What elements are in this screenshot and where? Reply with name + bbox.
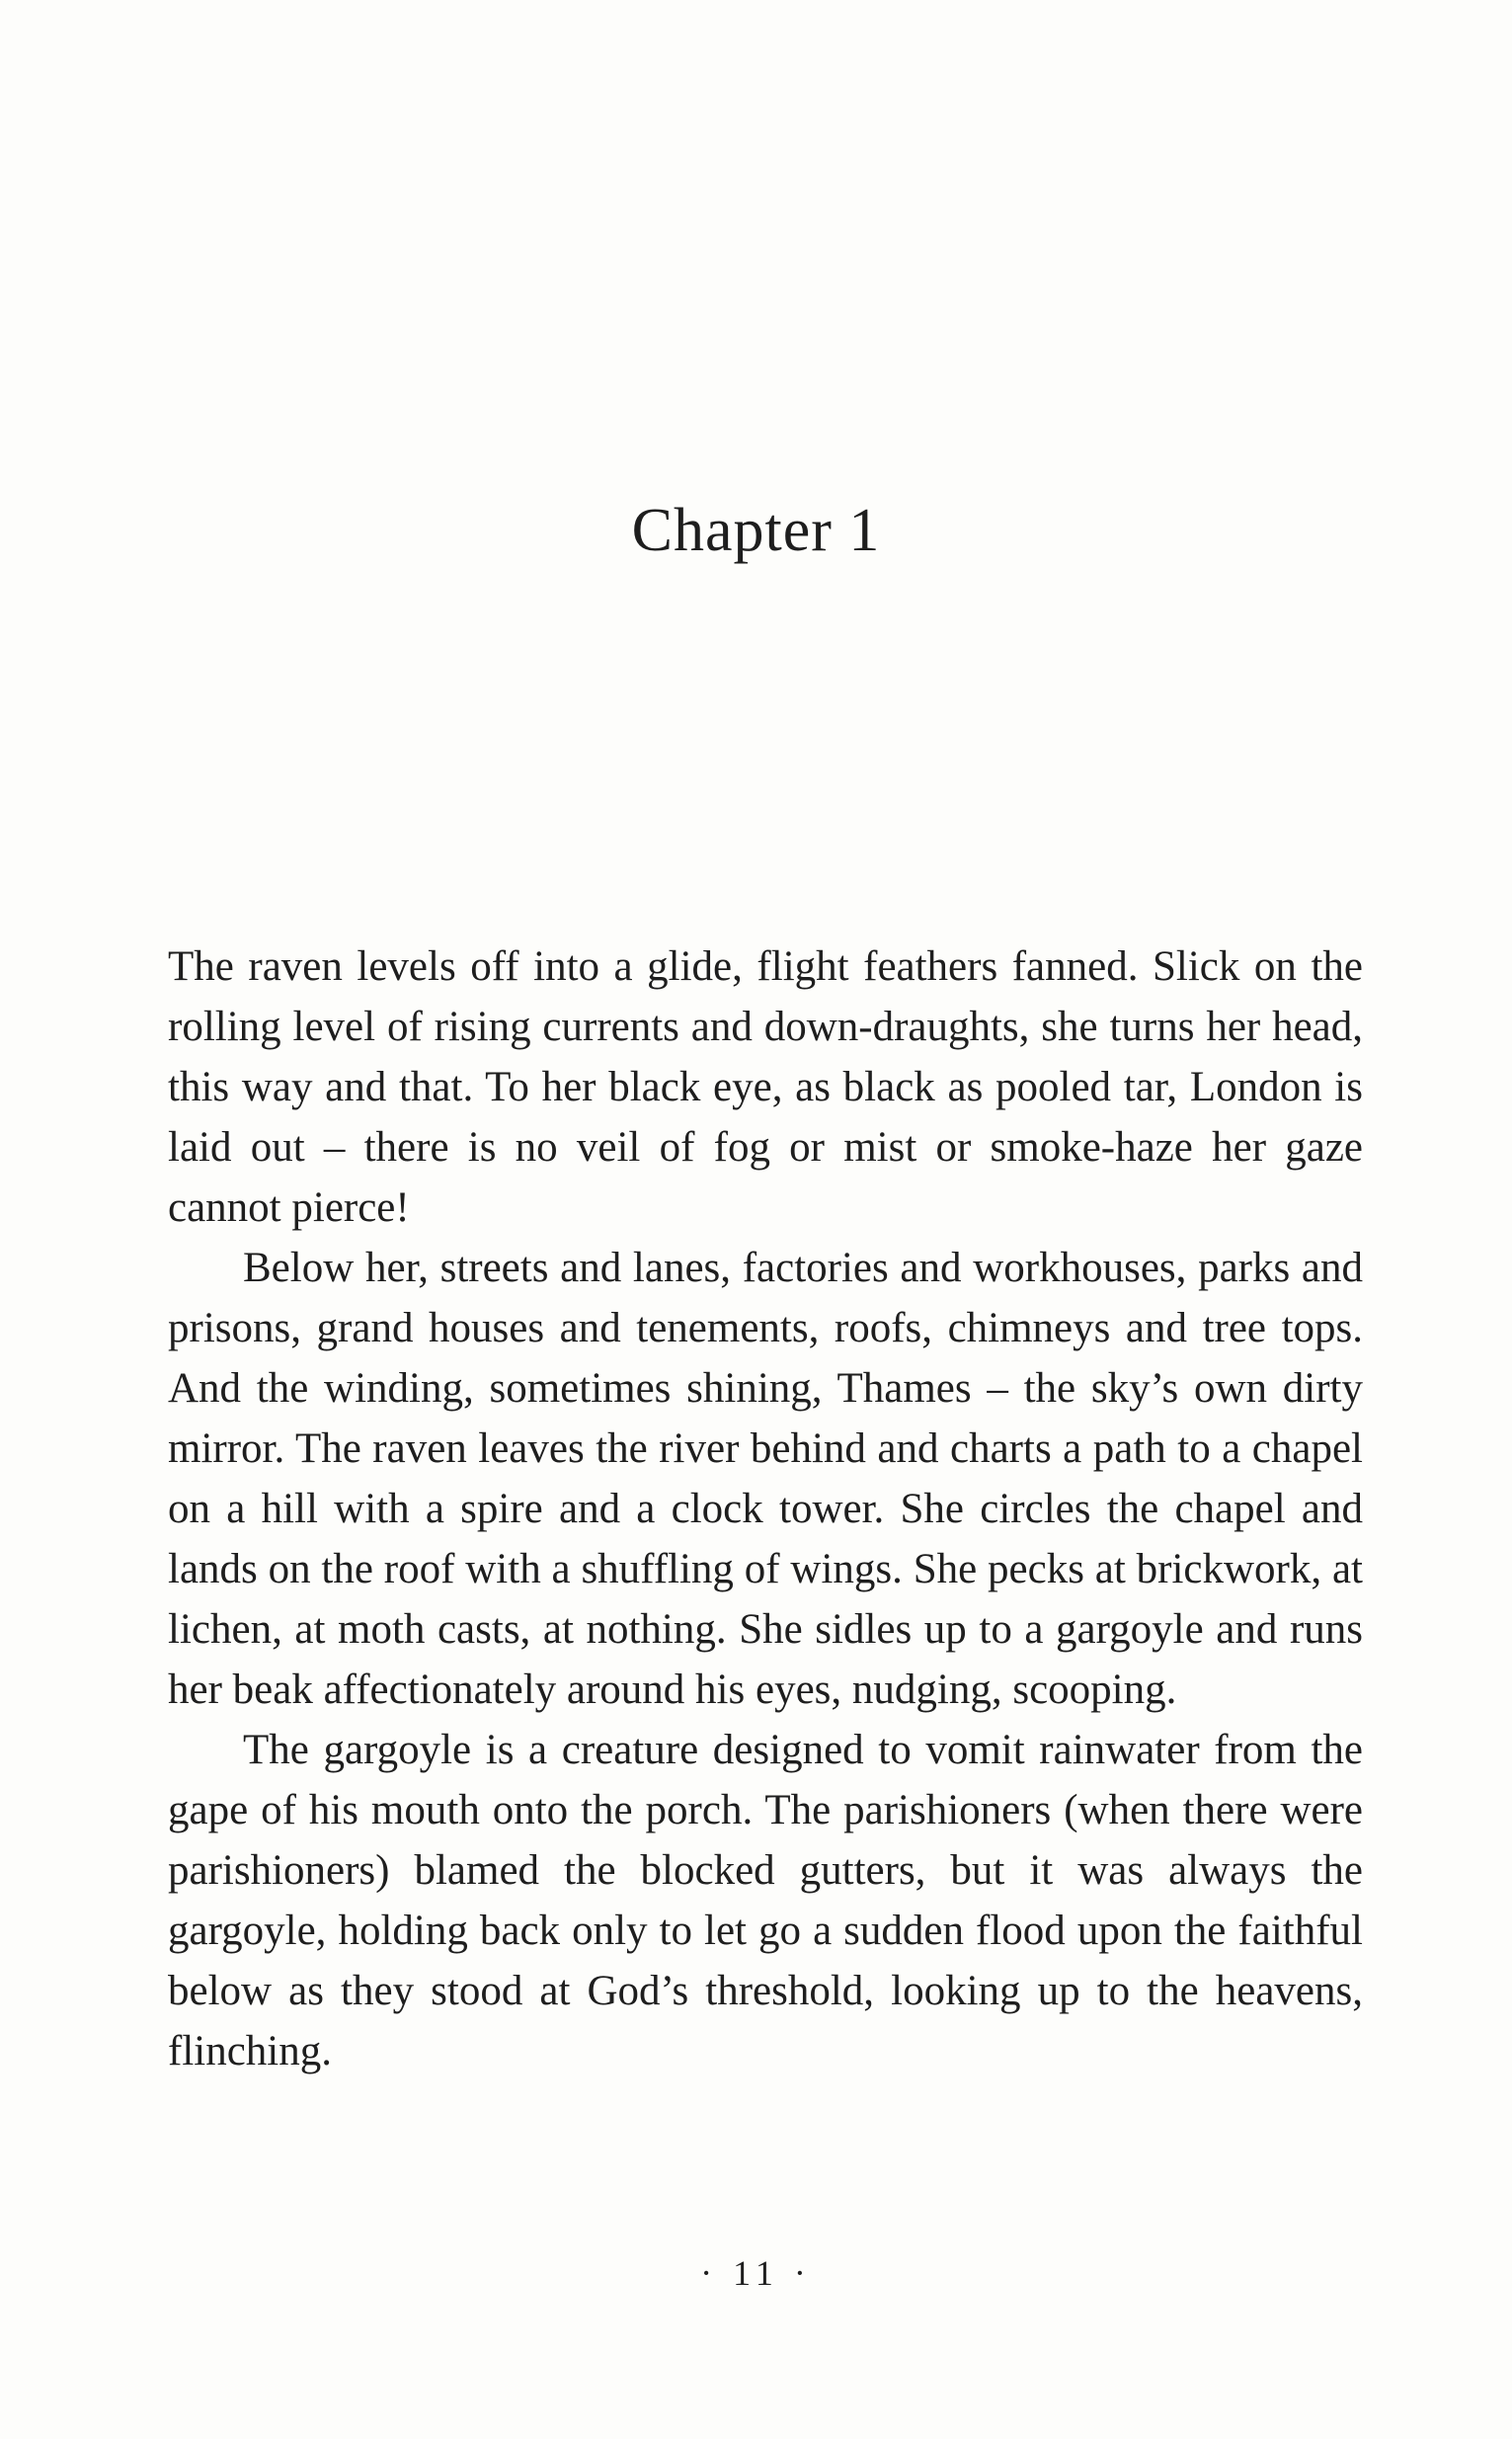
paragraph-2: Below her, streets and lanes, factories and workhouses, parks and prisons, grand houses and tenements, roofs, chimneys and tree tops. And the winding, sometimes shining, Thames – the sky’s own dirty mirror. The raven leaves the river behind and charts a path to a chapel on a hill with a spire and a clock tower. She circles the chapel and lands on the roof with a shuffling of wings. She pecks at brickwork, at lichen, at moth casts, at nothing. She sidles up to a gargoyle and runs her beak affectionately around his eyes, nudging, scooping. [168,1245,1363,1713]
page-number: · 11 · [700,2253,812,2293]
chapter-body [168,936,1363,2081]
chapter-title: Chapter 1 [631,497,881,564]
paragraph-3: The gargoyle is a creature designed to vomit rainwater from the gape of his mouth onto the porch. The parishioners (when there were parishioners) blamed the blocked gutters, but it was always the gargoyle, holding back only to let go a sudden flood upon the faithful below as they stood at God’s threshold, looking up to the heavens, flinching. [168,1727,1363,2074]
paragraph-1: The raven levels off into a glide, flight feathers fanned. Slick on the rolling level of rising currents and down-draughts, she turns her head, this way and that. To her black eye, as black as pooled tar, London is laid out – there is no veil of fog or mist or smoke-haze her gaze cannot pierce! [168,943,1363,1231]
